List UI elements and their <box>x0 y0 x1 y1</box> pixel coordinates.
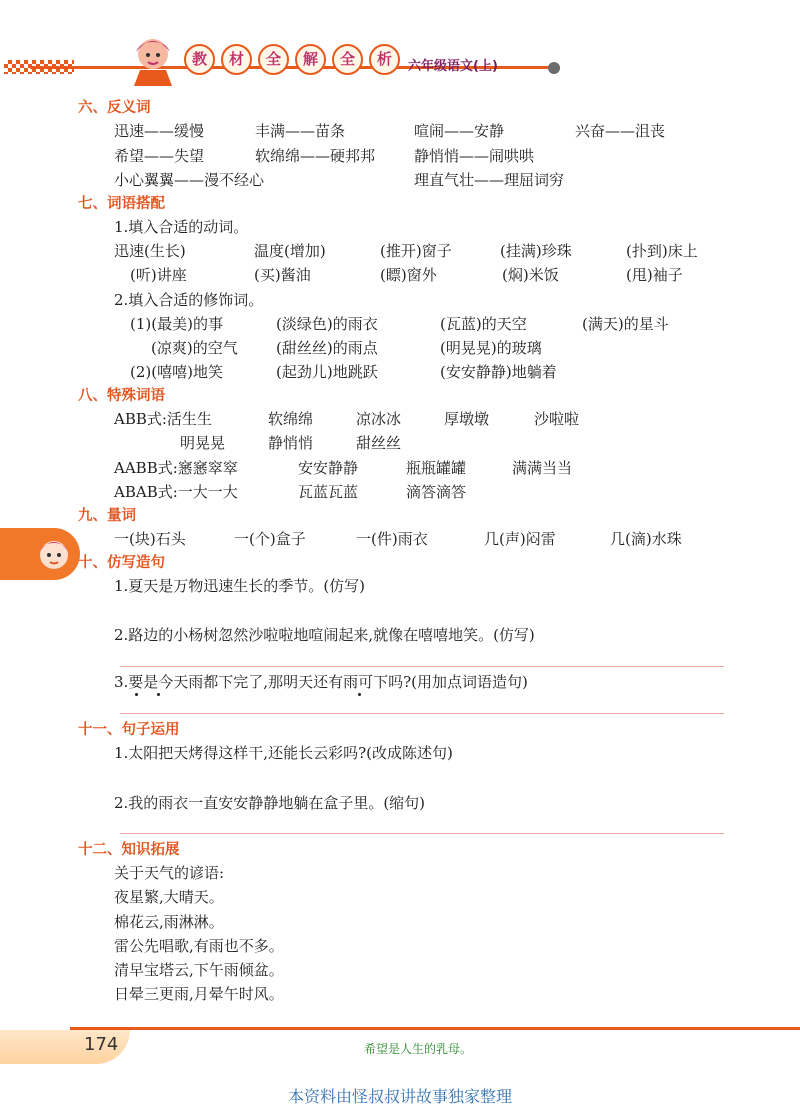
word-item: 瓶瓶罐罐 <box>406 459 467 477</box>
section-title-measure-words: 九、量词 <box>78 508 136 524</box>
header-subtitle: 六年级语文(上) <box>408 59 498 74</box>
header-title-char: 材 <box>221 44 252 75</box>
antonym-pair: 迅速——缓慢 <box>114 122 205 140</box>
section-title-imitation: 十、仿写造句 <box>78 555 165 571</box>
word-item: 瓦蓝瓦蓝 <box>298 483 359 501</box>
proverb-text: 夜星繁,大晴天。 <box>114 888 224 906</box>
verb-item: (听)讲座 <box>130 266 187 284</box>
word-item: 沙啦啦 <box>534 410 580 428</box>
measure-word-item: 几(声)闷雷 <box>484 530 556 548</box>
footer-motto: 希望是人生的乳母。 <box>364 1042 473 1056</box>
verb-item: (焖)米饭 <box>502 266 559 284</box>
verb-item: (买)酱油 <box>254 266 311 284</box>
measure-word-item: 几(滴)水珠 <box>610 530 682 548</box>
antonym-pair: 小心翼翼——漫不经心 <box>114 171 265 189</box>
word-item: 明晃晃 <box>180 434 226 452</box>
question-text: 1.太阳把天烤得这样干,还能长云彩吗?(改成陈述句) <box>114 744 453 762</box>
question-text: 1.夏天是万物迅速生长的季节。(仿写) <box>114 577 366 595</box>
proverb-text: 棉花云,雨淋淋。 <box>114 913 224 931</box>
word-item: ABB式:活生生 <box>114 410 212 428</box>
header-title-char: 解 <box>295 44 326 75</box>
verb-item: 温度(增加) <box>254 242 326 260</box>
section-title-knowledge-extension: 十二、知识拓展 <box>78 842 180 858</box>
header-title-char: 教 <box>184 44 215 75</box>
girl-mascot-icon <box>128 34 178 86</box>
section-title-sentence-use: 十一、句子运用 <box>78 722 180 738</box>
antonym-pair: 理直气壮——理屈词穷 <box>414 171 565 189</box>
section-title-special-words: 八、特殊词语 <box>78 388 165 404</box>
header-title-char: 全 <box>258 44 289 75</box>
footer-rule <box>70 1027 800 1030</box>
modifier-item: (安安静静)地躺着 <box>440 363 557 381</box>
word-item: 滴答滴答 <box>406 483 467 501</box>
proverb-text: 日晕三更雨,月晕午时风。 <box>114 985 284 1003</box>
header-title-char: 全 <box>332 44 363 75</box>
antonym-pair: 兴奋——沮丧 <box>575 122 666 140</box>
question-text: 3.要是今天雨都下完了,那明天还有雨可下吗?(用加点词语造句) <box>114 673 528 691</box>
modifier-item: (2)(嘻嘻)地笑 <box>130 363 223 381</box>
verb-item: (扑到)床上 <box>626 242 698 260</box>
section-title-antonyms: 六、反义词 <box>78 100 151 116</box>
measure-word-item: 一(件)雨衣 <box>356 530 428 548</box>
proverb-intro-text: 关于天气的谚语: <box>114 864 225 882</box>
word-item: 甜丝丝 <box>356 434 402 452</box>
modifier-item: (满天)的星斗 <box>582 315 669 333</box>
section-title-collocations: 七、词语搭配 <box>78 196 165 212</box>
modifier-item: (瓦蓝)的天空 <box>440 315 527 333</box>
antonym-pair: 静悄悄——闹哄哄 <box>414 147 535 165</box>
answer-line <box>120 833 724 834</box>
verb-item: 迅速(生长) <box>114 242 186 260</box>
subsection-label: 1.填入合适的动词。 <box>114 218 249 236</box>
modifier-item: (凉爽)的空气 <box>151 339 238 357</box>
proverb-text: 清早宝塔云,下午雨倾盆。 <box>114 961 284 979</box>
word-item: AABB式:窸窸窣窣 <box>114 459 238 477</box>
antonym-pair: 软绵绵——硬邦邦 <box>255 147 376 165</box>
antonym-pair: 希望——失望 <box>114 147 205 165</box>
answer-line <box>120 666 724 667</box>
question-text: 2.路边的小杨树忽然沙啦啦地喧闹起来,就像在嘻嘻地笑。(仿写) <box>114 626 535 644</box>
verb-item: (挂满)珍珠 <box>500 242 572 260</box>
verb-item: (甩)袖子 <box>626 266 683 284</box>
question-text: 2.我的雨衣一直安安静静地躺在盒子里。(缩句) <box>114 794 426 812</box>
word-item: 凉冰冰 <box>356 410 402 428</box>
modifier-item: (甜丝丝)的雨点 <box>276 339 378 357</box>
proverb-text: 雷公先唱歌,有雨也不多。 <box>114 937 284 955</box>
header-title-char: 析 <box>369 44 400 75</box>
page-number: 174 <box>84 1034 119 1055</box>
footer-credit: 本资料由怪叔叔讲故事独家整理 <box>287 1087 512 1106</box>
word-item: 厚墩墩 <box>444 410 490 428</box>
word-item: 软绵绵 <box>268 410 314 428</box>
answer-line <box>120 713 724 714</box>
verb-item: (推开)窗子 <box>380 242 452 260</box>
mascot-face-icon <box>36 535 72 573</box>
modifier-item: (1)(最美)的事 <box>130 315 223 333</box>
subsection-label: 2.填入合适的修饰词。 <box>114 291 264 309</box>
word-item: 安安静静 <box>298 459 359 477</box>
word-item: 满满当当 <box>512 459 573 477</box>
word-item: 静悄悄 <box>268 434 314 452</box>
verb-item: (瞟)窗外 <box>380 266 437 284</box>
modifier-item: (起劲儿)地跳跃 <box>276 363 378 381</box>
modifier-item: (淡绿色)的雨衣 <box>276 315 378 333</box>
measure-word-item: 一(个)盒子 <box>234 530 306 548</box>
header-dot-icon <box>548 62 560 74</box>
antonym-pair: 丰满——苗条 <box>255 122 346 140</box>
word-item: ABAB式:一大一大 <box>114 483 238 501</box>
modifier-item: (明晃晃)的玻璃 <box>440 339 542 357</box>
measure-word-item: 一(块)石头 <box>114 530 186 548</box>
antonym-pair: 喧闹——安静 <box>414 122 505 140</box>
